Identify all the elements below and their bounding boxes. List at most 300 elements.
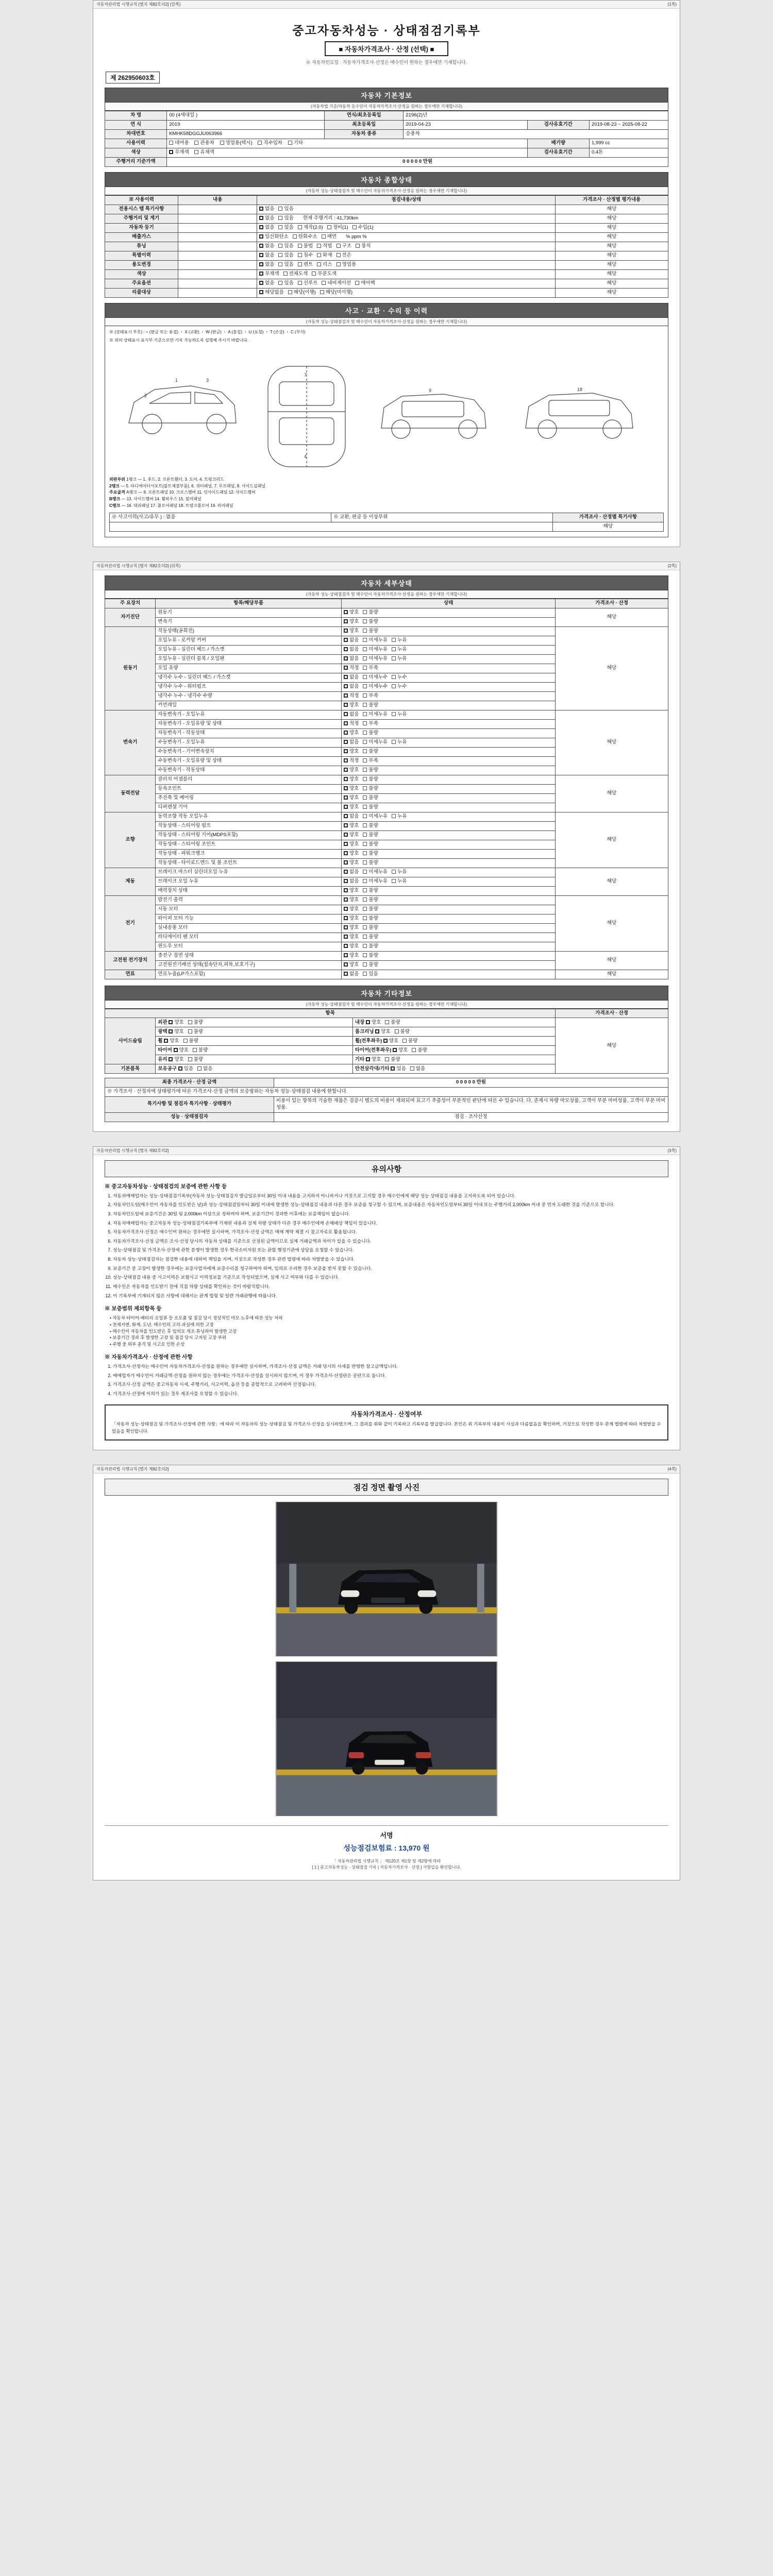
- detail-6-4-opt-1[interactable]: [363, 934, 378, 941]
- frameC-value: 16. 대쉬패널 17. 플로어패널 18. 트렁크플로어 19. 리어패널: [126, 503, 233, 508]
- detail-5-1-opt-2[interactable]: [392, 878, 407, 885]
- detail-4-1-opt-1[interactable]: [363, 823, 378, 829]
- overall-8-opt-0-label: 없음: [265, 280, 275, 286]
- detail-5-2-opt-0[interactable]: [344, 888, 359, 894]
- detail-group-value-1: 해당: [556, 626, 668, 710]
- detail-2-4-opt-0-label: 양호: [349, 748, 359, 754]
- detail-1-2-opt-1[interactable]: [363, 647, 388, 653]
- overall-row-sub-4: [178, 242, 257, 251]
- detail-1-6-opt-1[interactable]: [363, 684, 388, 690]
- overall-5-opt-1[interactable]: [278, 252, 293, 259]
- overall-row-state-7: [257, 269, 556, 279]
- detail-1-2-opt-0[interactable]: [344, 647, 359, 653]
- detail-2-2-opt-1[interactable]: [363, 730, 378, 737]
- overall-2-opt-0[interactable]: [259, 225, 274, 231]
- etc-r-0-opt-0[interactable]: [366, 1020, 381, 1026]
- overall-8-opt-4[interactable]: [355, 280, 375, 287]
- etc-l-5-opt-0[interactable]: [178, 1066, 193, 1073]
- overall-4-opt-4[interactable]: [337, 243, 351, 250]
- overall-8-opt-3[interactable]: [322, 280, 351, 287]
- detail-6-1-opt-0[interactable]: [344, 906, 359, 913]
- overall-3-opt-2[interactable]: [322, 234, 337, 241]
- detail-1-7-opt-0[interactable]: [344, 693, 359, 700]
- basic-label2-0: 연식/최초등록일: [325, 111, 404, 121]
- detail-2-1-opt-1[interactable]: [363, 721, 378, 727]
- detail-2-1-opt-0[interactable]: [344, 721, 359, 727]
- overall-1-opt-0[interactable]: [259, 215, 274, 222]
- overall-3-opt-0[interactable]: [259, 234, 289, 241]
- detail-item-label-1-5: 냉각수 누수 - 실린더 헤드 / 가스켓: [156, 673, 342, 682]
- detail-5-0-opt-0[interactable]: [344, 869, 359, 876]
- detail-5-1-opt-0[interactable]: [344, 878, 359, 885]
- etc-l-4-opt-0[interactable]: [169, 1057, 183, 1063]
- detail-3-0-opt-1[interactable]: [363, 776, 378, 783]
- overall-8-opt-0[interactable]: [259, 280, 274, 287]
- etc-r-2-opt-1[interactable]: [402, 1038, 417, 1045]
- detail-1-5-opt-1[interactable]: [363, 674, 388, 681]
- detail-3-2-opt-0[interactable]: [344, 795, 359, 802]
- overall-row-sub-1: [178, 214, 257, 223]
- overall-row: [105, 279, 668, 288]
- detail-3-2-opt-1[interactable]: [363, 795, 378, 802]
- etc-row-left-label-2: 휠: [158, 1038, 163, 1044]
- etc-l-1-opt-0[interactable]: [169, 1029, 183, 1036]
- overall-5-opt-0[interactable]: [259, 252, 274, 259]
- detail-7-0-opt-1-label: 불량: [368, 952, 378, 958]
- etc-row-right-label-0: 내장: [355, 1019, 365, 1025]
- detail-4-2-opt-0[interactable]: [344, 832, 359, 839]
- overall-6-opt-0[interactable]: [259, 262, 274, 268]
- detail-1-6-opt-2[interactable]: [392, 684, 407, 690]
- detail-1-0-opt-0[interactable]: [344, 628, 359, 635]
- detail-1-1-opt-0-label: 없음: [349, 637, 359, 643]
- overall-8-opt-1[interactable]: [278, 280, 293, 287]
- detail-row: [105, 608, 668, 617]
- detail-item-label-6-4: 라디에이터 팬 모터: [156, 933, 342, 942]
- overall-2-opt-4[interactable]: [352, 225, 374, 231]
- overall-6-opt-1[interactable]: [278, 262, 293, 268]
- detail-item-label-1-8: 커먼레일: [156, 701, 342, 710]
- etc-l-3-opt-1[interactable]: [193, 1047, 208, 1054]
- detail-item-label-4-3: 작동상태 - 스티어링 조인트: [156, 840, 342, 849]
- detail-2-2-opt-0[interactable]: [344, 730, 359, 737]
- etc-l-3-opt-0[interactable]: [174, 1047, 189, 1054]
- capacity-value: 0.4톤: [589, 148, 668, 158]
- detail-6-2-opt-0[interactable]: [344, 916, 359, 922]
- overall-row: [105, 260, 668, 269]
- etc-r-3-opt-1[interactable]: [412, 1047, 427, 1054]
- detail-item-state-1-6: [342, 682, 556, 691]
- detail-2-0-opt-2-label: 누유: [397, 711, 407, 717]
- detail-group-1: 원동기: [105, 626, 156, 710]
- overall-7-opt-2[interactable]: [312, 271, 337, 278]
- detail-1-5-opt-0[interactable]: [344, 674, 359, 681]
- outer-rank1: 1랭크: [126, 477, 137, 482]
- detail-1-3-opt-0[interactable]: [344, 656, 359, 663]
- detail-row: [105, 626, 668, 636]
- overall-4-opt-2[interactable]: [298, 243, 313, 250]
- detail-item-label-7-1: 고전원전기배선 상태(접속단자,피복,보호기구): [156, 960, 342, 970]
- overall-1-opt-1-label: 있음: [284, 215, 294, 221]
- detail-group-value-4: 해당: [556, 812, 668, 868]
- etc-l-2-opt-0[interactable]: [164, 1038, 179, 1045]
- memo-sub-2: 점검 · 조사산정: [274, 1112, 668, 1122]
- overall-2-opt-4-label: 수입(1): [358, 224, 374, 230]
- detail-6-5-opt-0[interactable]: [344, 943, 359, 950]
- svg-text:1: 1: [175, 377, 178, 383]
- detail-2-5-opt-0[interactable]: [344, 758, 359, 765]
- detail-3-1-opt-0[interactable]: [344, 786, 359, 792]
- usage-opt-0[interactable]: [169, 140, 189, 147]
- detail-3-3-opt-0[interactable]: [344, 804, 359, 811]
- detail-2-4-opt-0[interactable]: [344, 749, 359, 755]
- overall-row-state-1: [257, 214, 556, 223]
- detail-item-label-3-1: 등속조인트: [156, 784, 342, 793]
- overall-9-opt-2[interactable]: [320, 290, 352, 296]
- etc-r-0-opt-1-label: 불량: [391, 1019, 400, 1025]
- detail-1-6-opt-0[interactable]: [344, 684, 359, 690]
- frameA-value: 9. 프론트패널 10. 크로스멤버 11. 인사이드패널 12. 사이드멤버: [143, 490, 256, 495]
- overall-2-opt-2[interactable]: [298, 225, 323, 231]
- overall-row-value-6: 해당: [556, 260, 668, 269]
- detail-4-1-opt-0[interactable]: [344, 823, 359, 829]
- etc-r-4-opt-0[interactable]: [366, 1057, 381, 1063]
- detail-2-3-opt-2[interactable]: [392, 739, 407, 746]
- detail-1-2-opt-2[interactable]: [392, 647, 407, 653]
- overall-7-opt-2-label: 부분도색: [317, 270, 337, 277]
- etc-band: 자동차 기타정보: [105, 986, 668, 1001]
- overall-0-opt-0[interactable]: [259, 206, 274, 213]
- overall-9-opt-0[interactable]: [259, 290, 284, 296]
- outer-panel-line2: 2랭크 — 5. 라디에이터서포트(볼트체결부품), 6. 쿼터패널, 7. 루프패널, 8. 사이드실패널: [109, 483, 266, 488]
- detail-4-3-opt-0[interactable]: [344, 841, 359, 848]
- usage-opt-4[interactable]: [288, 140, 303, 147]
- detail-item-label-1-6: 냉각수 누수 - 워터펌프: [156, 682, 342, 691]
- detail-item-state-6-1: [342, 905, 556, 914]
- detail-7-0-opt-1[interactable]: [363, 953, 378, 959]
- overall-7-opt-1[interactable]: [283, 271, 308, 278]
- overall-h1: 내용: [178, 196, 257, 205]
- etc-r-3-opt-1-label: 불량: [417, 1047, 427, 1053]
- overall-row-key-8: 주요옵션: [105, 279, 178, 288]
- detail-5-0-opt-2-label: 누유: [397, 869, 407, 875]
- detail-5-0-opt-2[interactable]: [392, 869, 407, 876]
- detail-4-0-opt-0[interactable]: [344, 814, 359, 820]
- detail-item-label-4-5: 작동상태 - 타이로드엔드 및 볼 조인트: [156, 858, 342, 868]
- detail-4-0-opt-2[interactable]: [392, 814, 407, 820]
- etc-r-3-opt-0[interactable]: [393, 1047, 408, 1054]
- detail-1-5-opt-2-label: 누수: [397, 674, 407, 680]
- overall-2-opt-3[interactable]: [327, 225, 348, 231]
- etc-l-4-opt-0-label: 양호: [174, 1056, 184, 1062]
- detail-0-1-opt-1[interactable]: [363, 619, 378, 625]
- detail-6-5-opt-1[interactable]: [363, 943, 378, 950]
- etc-r-5-opt-0[interactable]: [391, 1066, 406, 1073]
- detail-8-0-opt-1[interactable]: [363, 971, 378, 978]
- frame-rowB-label: B랭크: [109, 497, 121, 502]
- detail-1-3-opt-2[interactable]: [392, 656, 407, 663]
- overall-row-value-2: 해당: [556, 223, 668, 232]
- svg-text:9: 9: [429, 387, 432, 393]
- form-reference-4: 자동차관리법 시행규칙 [별지 제82호의2]: [96, 1466, 169, 1471]
- overall-3-opt-1[interactable]: [293, 234, 317, 241]
- price-value: 0 0 0 0 0 만원: [274, 1078, 668, 1088]
- detail-item-state-6-4: [342, 933, 556, 942]
- detail-2-6-opt-0[interactable]: [344, 767, 359, 774]
- detail-8-0-opt-1-label: 있음: [368, 971, 378, 977]
- detail-4-4-opt-0[interactable]: [344, 851, 359, 857]
- detail-1-7-opt-1-label: 부족: [368, 692, 378, 699]
- detail-6-4-opt-0[interactable]: [344, 934, 359, 941]
- overall-4-opt-5[interactable]: [356, 243, 371, 250]
- price-band-label: 최종 가격조사 · 산정 금액: [105, 1078, 274, 1088]
- detail-6-0-opt-0[interactable]: [344, 897, 359, 904]
- etc-row-right-3: [352, 1046, 555, 1055]
- overall-row-value-3: 해당: [556, 232, 668, 242]
- etc-h0: 항목: [105, 1009, 556, 1018]
- etc-l-4-opt-1[interactable]: [188, 1057, 203, 1063]
- detail-1-8-opt-1-label: 불량: [368, 702, 378, 708]
- overall-2-opt-1[interactable]: [278, 225, 293, 231]
- page-number-4: (4쪽): [667, 1466, 677, 1471]
- detail-3-2-opt-0-label: 양호: [349, 794, 359, 801]
- etc-r-1-opt-1-label: 불량: [400, 1028, 410, 1035]
- page3-top-strip: [93, 1147, 680, 1155]
- detail-4-0-opt-1[interactable]: [363, 814, 388, 820]
- detail-1-3-opt-1[interactable]: [363, 656, 388, 663]
- etc-band-note: (자동차 성능·상태점검자 및 매수인이 자동차가격조사·산정을 원하는 경우에만 기재합니다): [105, 1001, 668, 1009]
- detail-0-0-opt-0[interactable]: [344, 609, 359, 616]
- overall-7-opt-1-label: 전체도색: [289, 270, 308, 277]
- detail-item-state-1-1: [342, 636, 556, 645]
- detail-2-0-opt-0[interactable]: [344, 711, 359, 718]
- overall-row: [105, 269, 668, 279]
- detail-1-4-opt-0-label: 적정: [349, 665, 359, 671]
- overall-4-opt-1[interactable]: [278, 243, 293, 250]
- etc-r-5-opt-1[interactable]: [410, 1066, 425, 1073]
- detail-1-5-opt-2[interactable]: [392, 674, 407, 681]
- etc-group-0: 사이드슬립: [105, 1018, 156, 1064]
- detail-1-1-opt-1[interactable]: [363, 637, 388, 644]
- detail-group-value-0: 해당: [556, 608, 668, 626]
- etc-h2: 가격조사 · 산정: [556, 1009, 668, 1018]
- overall-row-sub-9: [178, 288, 257, 297]
- detail-7-1-opt-1[interactable]: [363, 962, 378, 969]
- etc-row-left-4: [156, 1055, 353, 1064]
- overall-band-note: (자동차 성능·상태점검자 및 매수인이 자동차가격조사·산정을 원하는 경우에만 기재합니다): [105, 187, 668, 195]
- detail-3-1-opt-1[interactable]: [363, 786, 378, 792]
- detail-3-0-opt-0[interactable]: [344, 776, 359, 783]
- detail-item-label-7-0: 충전구 절연 상태: [156, 951, 342, 960]
- overall-5-opt-3[interactable]: [317, 252, 332, 259]
- detail-1-4-opt-1[interactable]: [363, 665, 378, 672]
- overall-row-key-6: 용도변경: [105, 260, 178, 269]
- color-opt-0[interactable]: [169, 149, 189, 156]
- overall-9-opt-1[interactable]: [288, 290, 316, 296]
- detail-2-0-opt-2[interactable]: [392, 711, 407, 718]
- detail-2-5-opt-1[interactable]: [363, 758, 378, 765]
- engine-value: 1,999 cc: [589, 139, 668, 148]
- detail-group-2: 변속기: [105, 710, 156, 775]
- detail-item-label-5-0: 브레이크 마스터 실린더오일 누유: [156, 868, 342, 877]
- detail-3-2-opt-1-label: 불량: [368, 794, 378, 801]
- overall-6-opt-3[interactable]: [317, 262, 332, 268]
- detail-4-3-opt-1[interactable]: [363, 841, 378, 848]
- detail-item-state-1-2: [342, 645, 556, 654]
- etc-l-5-opt-1[interactable]: [197, 1066, 212, 1073]
- detail-6-5-opt-0-label: 양호: [349, 943, 359, 949]
- etc-r-5-opt-1-label: 없음: [415, 1065, 426, 1072]
- panel-label-6: 7. 루프패널: [214, 483, 235, 488]
- detail-6-0-opt-1[interactable]: [363, 897, 378, 904]
- detail-6-2-opt-1[interactable]: [363, 916, 378, 922]
- detail-8-0-opt-0[interactable]: [344, 971, 359, 978]
- overall-6-opt-2[interactable]: [298, 262, 313, 268]
- detail-item-state-8-0: [342, 970, 556, 979]
- detail-5-0-opt-1[interactable]: [363, 869, 388, 876]
- overall-row-detail-1: 현재 주행거리 : 41,730km: [303, 215, 359, 221]
- detail-4-5-opt-1[interactable]: [363, 860, 378, 867]
- etc-row-left-label-0: 외관: [158, 1019, 167, 1025]
- overall-4-opt-4-label: 구조: [342, 243, 351, 249]
- detail-1-8-opt-0[interactable]: [344, 702, 359, 709]
- etc-row-left-0: [156, 1018, 353, 1027]
- detail-group-value-8: 해당: [556, 970, 668, 979]
- detail-2-3-opt-1[interactable]: [363, 739, 388, 746]
- overall-row-key-9: 리콜대상: [105, 288, 178, 297]
- overall-5-opt-4[interactable]: [337, 252, 351, 259]
- detail-1-8-opt-1[interactable]: [363, 702, 378, 709]
- etc-l-1-opt-1[interactable]: [188, 1029, 203, 1036]
- detail-item-state-2-5: [342, 756, 556, 766]
- etc-r-2-opt-0[interactable]: [383, 1038, 398, 1045]
- detail-7-0-opt-0-label: 양호: [349, 952, 359, 958]
- detail-2-4-opt-1[interactable]: [363, 749, 378, 755]
- etc-r-1-opt-0[interactable]: [375, 1029, 390, 1036]
- basic-value2-0: 2196(2)년: [404, 111, 668, 121]
- overall-8-opt-2[interactable]: [298, 280, 318, 287]
- detail-h3: 가격조사 · 산정: [556, 599, 668, 608]
- detail-1-1-opt-2[interactable]: [392, 637, 407, 644]
- detail-item-state-2-2: [342, 728, 556, 738]
- etc-l-0-opt-1[interactable]: [188, 1020, 203, 1026]
- overall-2-opt-2-label: 제작(2.0): [303, 224, 323, 230]
- detail-4-0-opt-2-label: 누유: [397, 813, 407, 819]
- overall-row-value-4: 해당: [556, 242, 668, 251]
- detail-7-0-opt-0[interactable]: [344, 953, 359, 959]
- detail-7-1-opt-0[interactable]: [344, 962, 359, 969]
- detail-2-6-opt-1[interactable]: [363, 767, 378, 774]
- detail-1-5-opt-0-label: 없음: [349, 674, 359, 680]
- overall-4-opt-3[interactable]: [317, 243, 332, 250]
- detail-0-1-opt-0-label: 양호: [349, 618, 359, 624]
- detail-item-label-2-5: 수동변속기 - 오일유량 및 상태: [156, 756, 342, 766]
- detail-7-1-opt-1-label: 불량: [368, 961, 378, 968]
- page-2: [93, 562, 680, 1132]
- basic-value-1: 2019: [167, 121, 325, 130]
- notice-item: 6. 자동차가격조사·산정 금액은 조사·산정 당시의 자동차 상태를 기준으로 산정된 금액이므로 실제 거래금액과 차이가 있을 수 있습니다.: [113, 1238, 668, 1245]
- detail-1-0-opt-1[interactable]: [363, 628, 378, 635]
- detail-item-label-6-1: 시동 모터: [156, 905, 342, 914]
- overall-h3: 가격조사 · 산정별 평가내용: [556, 196, 668, 205]
- basic-value-0: 00 (4세대일 ): [167, 111, 325, 121]
- svg-text:3: 3: [206, 377, 209, 383]
- detail-4-2-opt-1[interactable]: [363, 832, 378, 839]
- detail-item-label-0-1: 변속기: [156, 617, 342, 626]
- detail-5-1-opt-1[interactable]: [363, 878, 388, 885]
- detail-6-3-opt-1[interactable]: [363, 925, 378, 931]
- detail-2-3-opt-0[interactable]: [344, 739, 359, 746]
- etc-r-1-opt-1[interactable]: [395, 1029, 410, 1036]
- notice-sub-list: [110, 1315, 668, 1348]
- detail-6-1-opt-1[interactable]: [363, 906, 378, 913]
- footer-note-1: 「 자동차관리법 시행규칙 」 제120조 제1항 및 제2항에 따라: [332, 1858, 441, 1863]
- detail-1-4-opt-0[interactable]: [344, 665, 359, 672]
- detail-4-4-opt-1[interactable]: [363, 851, 378, 857]
- frame-rowC-label: C랭크: [109, 503, 121, 508]
- etc-l-2-opt-1[interactable]: [183, 1038, 198, 1045]
- detail-2-1-opt-0-label: 적정: [349, 720, 359, 726]
- overall-0-opt-1[interactable]: [278, 206, 293, 213]
- detail-2-0-opt-1[interactable]: [363, 711, 388, 718]
- detail-item-label-2-3: 수동변속기 - 오일누유: [156, 738, 342, 747]
- overall-4-opt-0[interactable]: [259, 243, 274, 250]
- usage-opt-1[interactable]: [194, 140, 214, 147]
- detail-item-label-6-2: 와이퍼 모터 기능: [156, 914, 342, 923]
- detail-item-label-6-0: 발전기 출력: [156, 895, 342, 905]
- detail-3-3-opt-1[interactable]: [363, 804, 378, 811]
- detail-1-1-opt-0[interactable]: [344, 637, 359, 644]
- detail-1-6-opt-1-label: 미세누수: [368, 683, 388, 689]
- overall-6-opt-4[interactable]: [337, 262, 357, 268]
- usage-opt-2[interactable]: [220, 140, 253, 147]
- etc-l-0-opt-0[interactable]: [169, 1020, 183, 1026]
- detail-item-state-1-3: [342, 654, 556, 664]
- basic-band-note: (자동차법 기준/자동차 등수인이 자동차가격조사·산정을 원하는 경우에만 기재합니다): [105, 103, 668, 111]
- detail-1-7-opt-1[interactable]: [363, 693, 378, 700]
- overall-1-opt-1[interactable]: [278, 215, 293, 222]
- overall-row-key-2: 자동차 등기: [105, 223, 178, 232]
- detail-6-3-opt-0[interactable]: [344, 925, 359, 931]
- detail-0-0-opt-1[interactable]: [363, 609, 378, 616]
- notice-item: 12. 이 기록부에 기재되지 않은 사항에 대해서는 관계 법령 및 일반 거래관행에 따릅니다.: [113, 1293, 668, 1300]
- overall-row-value-9: 해당: [556, 288, 668, 297]
- photo-title: 점검 정면 촬영 사진: [105, 1479, 668, 1496]
- etc-r-0-opt-1[interactable]: [385, 1020, 400, 1026]
- overall-5-opt-2[interactable]: [298, 252, 313, 259]
- usage-opt-3[interactable]: [258, 140, 282, 147]
- color-opt-1[interactable]: [194, 149, 214, 156]
- overall-row-state-6: [257, 260, 556, 269]
- detail-5-2-opt-1[interactable]: [363, 888, 378, 894]
- detail-item-state-6-3: [342, 923, 556, 933]
- etc-r-4-opt-1[interactable]: [385, 1057, 400, 1063]
- detail-5-0-opt-1-label: 미세누유: [368, 869, 388, 875]
- form-reference-2: 자동차관리법 시행규칙 [별지 제82호의2] (뒤쪽): [96, 563, 181, 568]
- overall-row-value-8: 해당: [556, 279, 668, 288]
- overall-row-sub-3: [178, 232, 257, 242]
- notice-list: [113, 1193, 668, 1300]
- detail-4-5-opt-0[interactable]: [344, 860, 359, 867]
- overall-6-opt-0-label: 없음: [265, 261, 275, 267]
- detail-item-state-3-3: [342, 803, 556, 812]
- overall-7-opt-0[interactable]: [259, 271, 279, 278]
- page-number-3: (3쪽): [667, 1148, 677, 1153]
- detail-0-1-opt-0[interactable]: [344, 619, 359, 625]
- detail-2-2-opt-0-label: 양호: [349, 730, 359, 736]
- overall-row-sub-6: [178, 260, 257, 269]
- detail-group-value-5: 해당: [556, 868, 668, 895]
